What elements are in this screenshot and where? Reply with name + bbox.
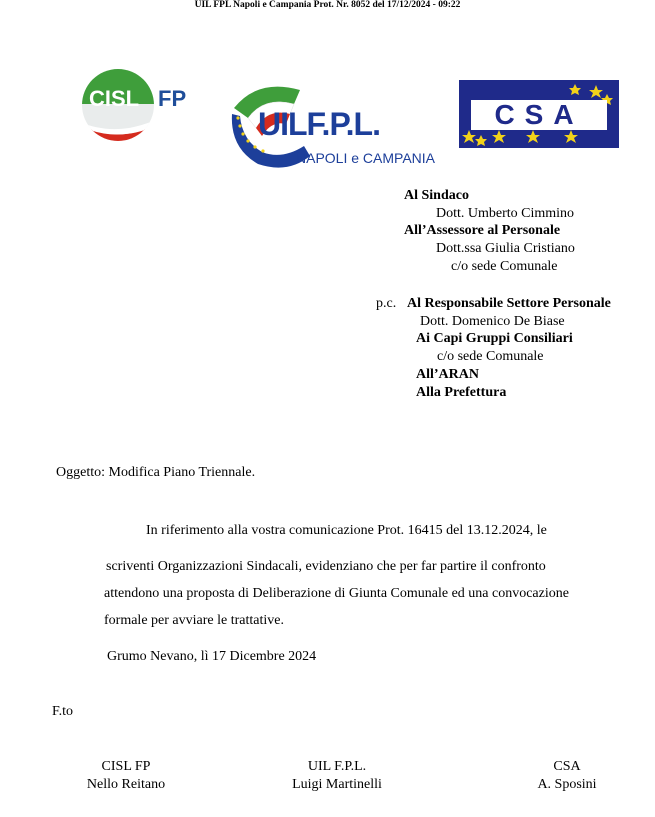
csa-logo xyxy=(459,80,619,148)
recipient-sindaco-title: Al Sindaco xyxy=(404,188,469,203)
protocol-header: UIL FPL Napoli e Campania Prot. Nr. 8052 del 17/12/2024 - 09:22 xyxy=(194,0,461,10)
recipient-responsabile-title: Al Responsabile Settore Personale xyxy=(407,296,611,311)
recipient-sede-comunale-2: c/o sede Comunale xyxy=(437,349,544,364)
cisl-logo-text: CISL xyxy=(89,86,140,111)
recipient-aran: All’ARAN xyxy=(416,367,479,382)
pc-label: p.c. xyxy=(376,296,397,311)
signature-name: Luigi Martinelli xyxy=(292,777,382,792)
recipient-capi-gruppi: Ai Capi Gruppi Consiliari xyxy=(416,331,573,346)
signature-org: CISL FP xyxy=(101,759,151,774)
signature-cisl xyxy=(66,758,186,794)
letter-subject: Oggetto: Modifica Piano Triennale. xyxy=(56,465,256,480)
recipient-assessore-title: All’Assessore al Personale xyxy=(404,223,561,238)
letter-fto: F.to xyxy=(52,704,74,719)
uil-fpl-logo xyxy=(228,78,436,170)
recipient-sede-comunale: c/o sede Comunale xyxy=(451,259,558,274)
csa-logo-text: CSA xyxy=(494,99,584,130)
recipient-sindaco-name: Dott. Umberto Cimmino xyxy=(436,206,575,221)
letter-paragraph-line-4: formale per avviare le trattative. xyxy=(104,613,284,628)
recipient-prefettura: Alla Prefettura xyxy=(416,385,507,400)
signature-csa xyxy=(517,758,617,794)
cisl-fp-logo-text: FP xyxy=(158,86,187,111)
signature-uil xyxy=(272,758,402,794)
recipient-assessore-name: Dott.ssa Giulia Cristiano xyxy=(436,241,575,256)
letter-paragraph-line-2: scriventi Organizzazioni Sindacali, evidenziano che per far partire il confronto xyxy=(106,559,546,574)
signature-name: A. Sposini xyxy=(537,777,597,792)
letter-date: Grumo Nevano, lì 17 Dicembre 2024 xyxy=(107,649,317,664)
cisl-fp-logo xyxy=(80,64,190,146)
letter-paragraph-line-3: attendono una proposta di Deliberazione di Giunta Comunale ed una convocazione xyxy=(104,586,569,601)
uil-logo-subtitle: NAPOLI e CAMPANIA xyxy=(296,150,436,166)
recipient-responsabile-name: Dott. Domenico De Biase xyxy=(420,314,565,329)
letter-paragraph-line-1: In riferimento alla vostra comunicazione Prot. 16415 del 13.12.2024, le xyxy=(146,523,547,538)
signature-org: UIL F.P.L. xyxy=(307,759,367,774)
signature-name: Nello Reitano xyxy=(86,777,166,792)
signature-org: CSA xyxy=(553,759,581,774)
uil-logo-name: UILF.P.L. xyxy=(258,106,380,142)
